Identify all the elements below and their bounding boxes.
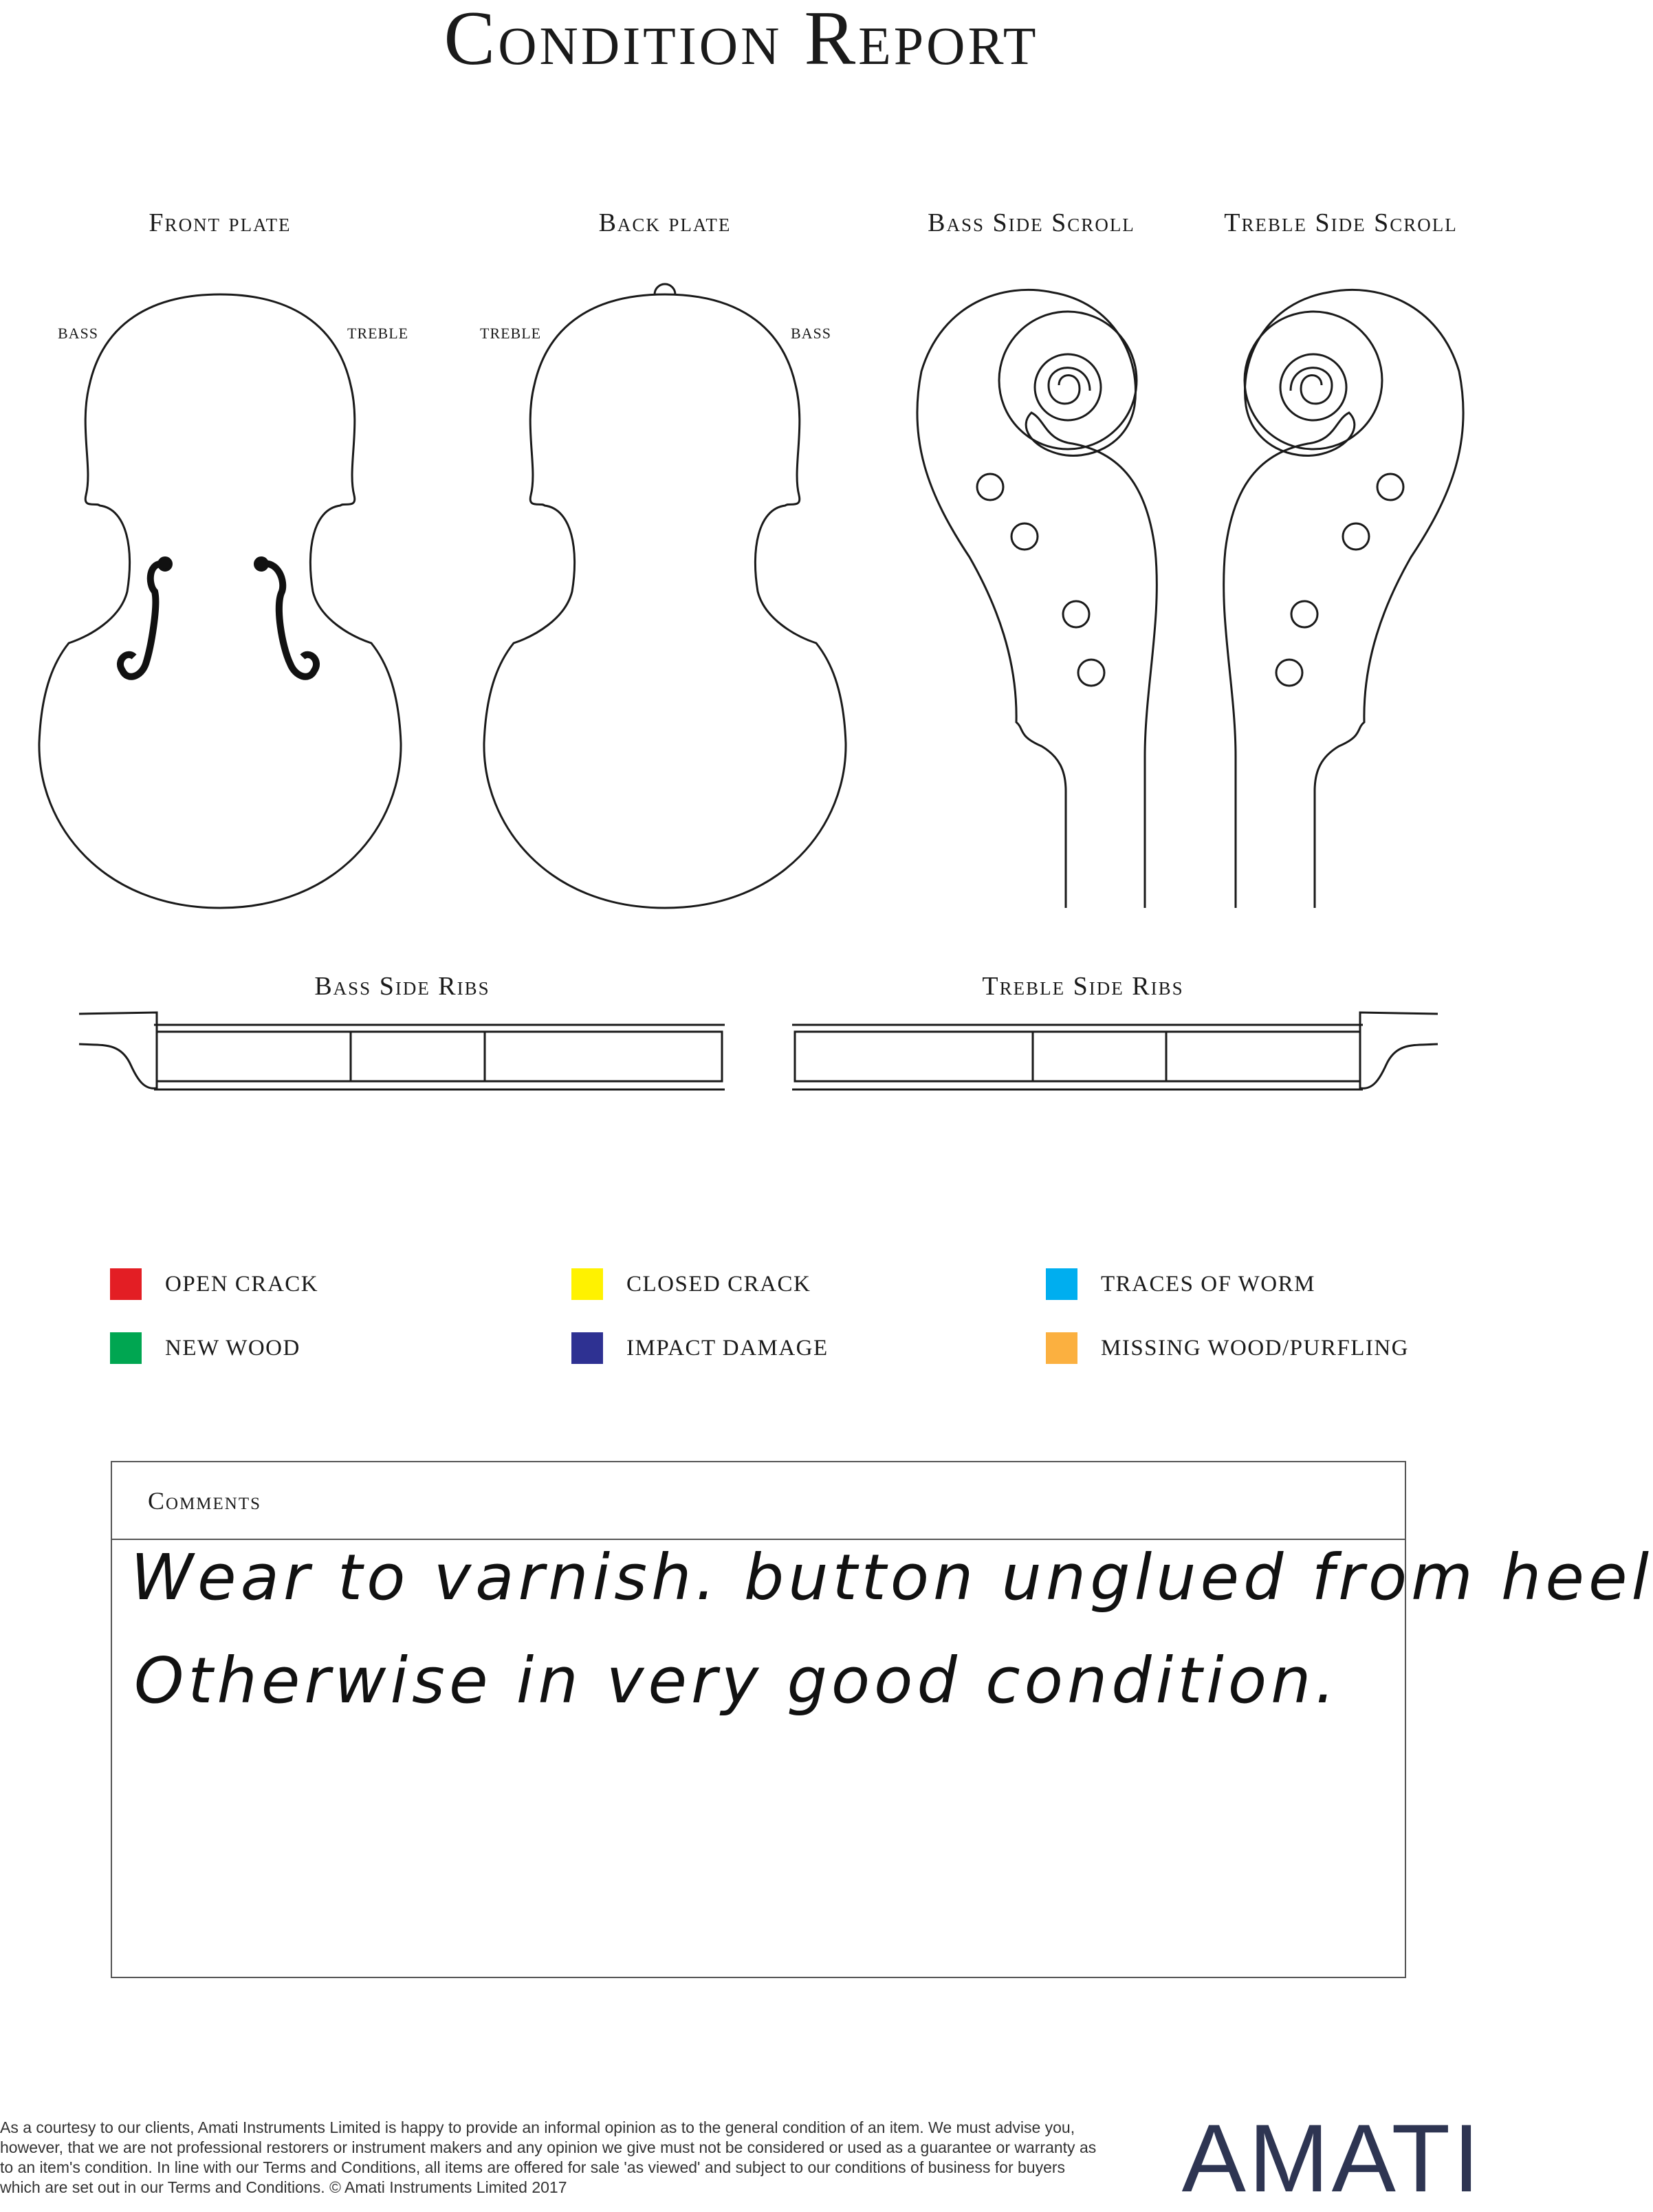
bass-scroll-peg-hole <box>1011 523 1038 550</box>
front-plate-treble-label: TREBLE <box>347 325 409 342</box>
back-plate-label: Back plate <box>598 208 732 237</box>
treble-scroll-peg-hole <box>1276 660 1302 686</box>
back-plate-button <box>655 284 675 294</box>
legend-impact-damage <box>571 1332 829 1364</box>
legend-label: NEW WOOD <box>165 1335 300 1360</box>
bass-scroll-volute <box>1035 354 1101 420</box>
front-plate-bass-label: BASS <box>58 325 99 342</box>
bass-scroll-outline <box>917 290 1157 908</box>
treble-scroll-peg-hole <box>1343 523 1369 550</box>
bass-f-hole-eye <box>159 558 171 570</box>
legend-swatch <box>1046 1332 1077 1364</box>
bass-side-ribs-label: Bass Side Ribs <box>314 972 490 1001</box>
legend-swatch <box>1046 1268 1077 1300</box>
bass-scroll-eye <box>1049 368 1090 404</box>
treble-f-hole-eye <box>255 558 267 570</box>
legend-traces-of-worm <box>1046 1268 1315 1300</box>
bass-scroll-volute <box>999 312 1137 449</box>
treble-ribs-heel <box>1360 1012 1438 1088</box>
treble-ribs-rim <box>792 1025 1363 1089</box>
treble-ribs-body <box>795 1032 1360 1081</box>
legend-new-wood <box>110 1332 300 1364</box>
back-plate-outline <box>484 294 846 908</box>
legend-open-crack <box>110 1268 318 1300</box>
front-plate-outline <box>39 294 401 908</box>
treble-scroll-eye <box>1291 368 1332 404</box>
legend-label: IMPACT DAMAGE <box>626 1335 829 1360</box>
bass-scroll-peg-hole <box>1063 601 1089 627</box>
bass-f-hole <box>120 564 165 677</box>
legend-closed-crack <box>571 1268 811 1300</box>
legend-label: CLOSED CRACK <box>626 1271 811 1297</box>
comment-line: Otherwise in very good condition. <box>134 1644 1339 1717</box>
amati-logo: AMATI <box>1181 2104 1482 2212</box>
treble-scroll-peg-hole <box>1377 474 1403 500</box>
bass-ribs-heel <box>79 1012 157 1088</box>
treble-side-scroll-label: Treble Side Scroll <box>1224 208 1458 237</box>
legend-swatch <box>110 1332 142 1364</box>
bass-ribs-rim <box>154 1025 725 1089</box>
comment-line: Wear to varnish. button unglued from heel <box>131 1541 1653 1614</box>
bass-scroll-peg-hole <box>977 474 1003 500</box>
legend-label: MISSING WOOD/PURFLING <box>1101 1335 1410 1360</box>
page-title: Condition Report <box>444 0 1039 81</box>
bass-side-scroll-label: Bass Side Scroll <box>928 208 1135 237</box>
legend-label: OPEN CRACK <box>165 1271 319 1297</box>
treble-scroll-outline <box>1224 290 1464 908</box>
front-plate-label: Front plate <box>149 208 292 237</box>
disclaimer-text: As a courtesy to our clients, Amati Instruments Limited is happy to provide an informal opinion as to the general condition of an item. We must advise you, however, that we are not professional restorers or instrument makers and any opinion we give must not be considered or used as a guarantee or warranty as to an item's condition. In line with our Terms and Conditions, all items are offered for sale 'as viewed' and subject to our conditions of business for buyers which are set out in our Terms and Conditions. © Amati Instruments Limited 2017 <box>0 2118 1097 2196</box>
back-plate-bass-label: BASS <box>791 325 832 342</box>
legend-swatch <box>571 1268 603 1300</box>
bass-ribs-body <box>157 1032 722 1081</box>
legend-swatch <box>110 1268 142 1300</box>
treble-scroll-volute <box>1245 312 1382 449</box>
bass-scroll-peg-hole <box>1078 660 1104 686</box>
comments-heading: Comments <box>112 1462 1405 1540</box>
legend-swatch <box>571 1332 603 1364</box>
back-plate-treble-label: TREBLE <box>480 325 542 342</box>
legend-missing-wood-purfling <box>1046 1332 1409 1364</box>
treble-side-ribs-label: Treble Side Ribs <box>982 972 1184 1001</box>
comments-box <box>111 1461 1406 1978</box>
legend-label: TRACES OF WORM <box>1101 1271 1315 1297</box>
treble-scroll-peg-hole <box>1291 601 1317 627</box>
treble-f-hole <box>261 563 316 676</box>
